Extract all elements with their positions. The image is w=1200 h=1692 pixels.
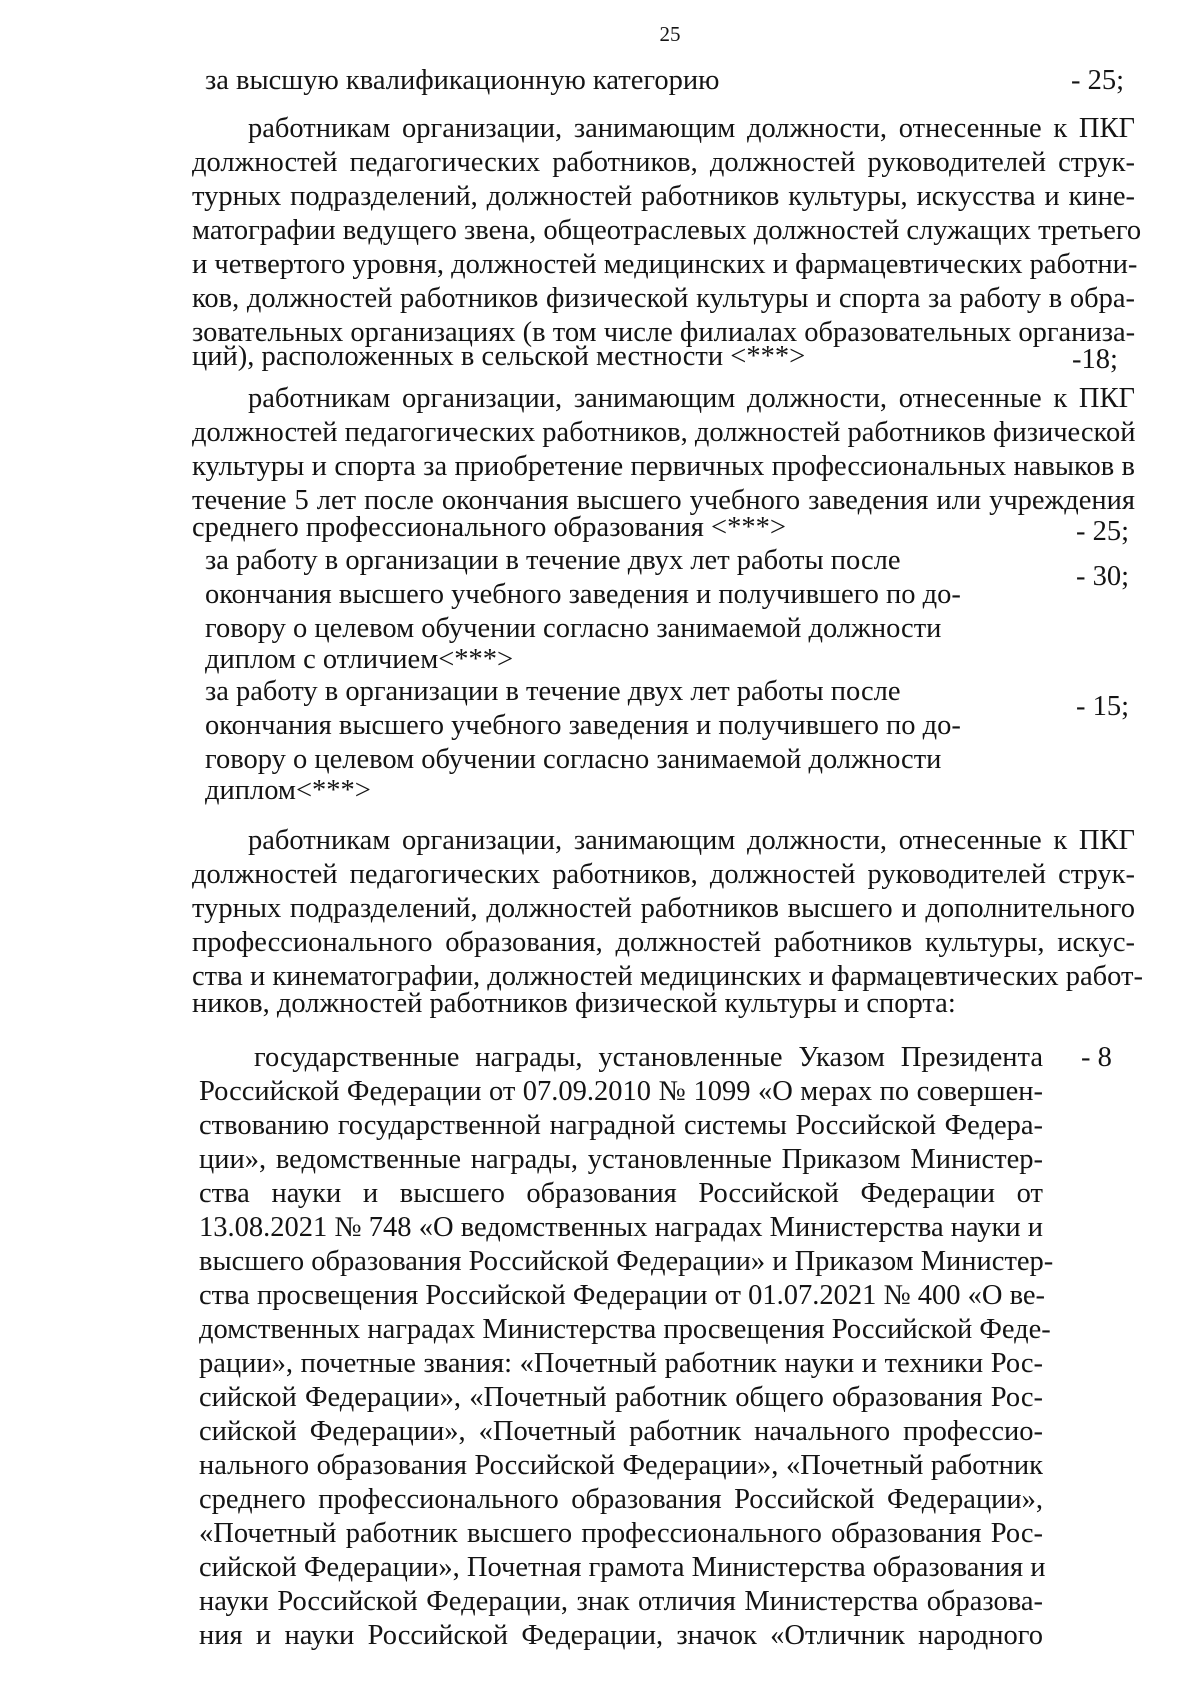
- block6-line: работникам организации, занимающим должности, отнесенные к ПКГ: [248, 825, 1135, 856]
- block2-line: ков, должностей работников физической культуры и спорта за работу в обра-: [192, 283, 1135, 314]
- block3-line: культуры и спорта за приобретение первичных профессиональных навыков в: [192, 451, 1135, 482]
- block2-line: и четвертого уровня, должностей медицинских и фармацевтических работни-: [192, 249, 1138, 280]
- block2-line: работникам организации, занимающим должности, отнесенные к ПКГ: [248, 113, 1135, 144]
- block6-line: должностей педагогических работников, должностей руководителей струк-: [192, 859, 1135, 890]
- block7-line: сийской Федерации», «Почетный работник общего образования Рос-: [199, 1382, 1043, 1413]
- block7-line: 13.08.2021 № 748 «О ведомственных наградах Министерства науки и: [199, 1212, 1043, 1243]
- block3-line: среднего профессионального образования <***>: [192, 512, 786, 543]
- block4-value: - 30;: [1076, 561, 1130, 592]
- block4-line: диплом с отличием<***>: [205, 644, 514, 675]
- block6-line: ства и кинематографии, должностей медицинских и фармацевтических работ-: [192, 961, 1143, 992]
- block1-value: - 25;: [1071, 65, 1125, 96]
- block6-line: турных подразделений, должностей работников высшего и дополнительного: [192, 893, 1135, 924]
- block7-line: рации», почетные звания: «Почетный работник науки и техники Рос-: [199, 1348, 1043, 1379]
- block3-line: течение 5 лет после окончания высшего учебного заведения или учреждения: [192, 485, 1135, 516]
- block7-line: «Почетный работник высшего профессионального образования Рос-: [199, 1518, 1043, 1549]
- block1-text: за высшую квалификационную категорию: [205, 65, 720, 96]
- block5-line: диплом<***>: [205, 775, 371, 806]
- block2-line: должностей педагогических работников, должностей руководителей струк-: [192, 147, 1135, 178]
- block6-line: ников, должностей работников физической культуры и спорта:: [192, 988, 956, 1019]
- block6-line: профессионального образования, должностей работников культуры, искус-: [192, 927, 1135, 958]
- block2-line: турных подразделений, должностей работников культуры, искусства и кине-: [192, 181, 1135, 212]
- block7-line: среднего профессионального образования Российской Федерации»,: [199, 1484, 1043, 1515]
- block4-line: окончания высшего учебного заведения и получившего по до-: [205, 579, 961, 610]
- block5-line: говору о целевом обучении согласно занимаемой должности: [205, 744, 942, 775]
- block5-line: окончания высшего учебного заведения и получившего по до-: [205, 710, 961, 741]
- block7-line: ции», ведомственные награды, установленные Приказом Министер-: [199, 1144, 1043, 1175]
- block7-line: ства просвещения Российской Федерации от 01.07.2021 № 400 «О ве-: [199, 1280, 1046, 1311]
- block7-value: - 8: [1081, 1042, 1112, 1073]
- block2-line: матографии ведущего звена, общеотраслевых должностей служащих третьего: [192, 215, 1142, 246]
- block7-line: Российской Федерации от 07.09.2010 № 1099 «О мерах по совершен-: [199, 1076, 1043, 1107]
- block4-line: говору о целевом обучении согласно занимаемой должности: [205, 613, 942, 644]
- block2-line: ций), расположенных в сельской местности <***>: [192, 341, 806, 372]
- block3-line: работникам организации, занимающим должности, отнесенные к ПКГ: [248, 383, 1135, 414]
- block7-line: ства науки и высшего образования Российской Федерации от: [199, 1178, 1043, 1209]
- block5-value: - 15;: [1076, 691, 1130, 722]
- block7-line: высшего образования Российской Федерации» и Приказом Министер-: [199, 1246, 1054, 1277]
- block7-line: нального образования Российской Федерации», «Почетный работник: [199, 1450, 1043, 1481]
- block3-value: - 25;: [1076, 516, 1130, 547]
- page-number: 25: [659, 22, 681, 46]
- block7-line: науки Российской Федерации, знак отличия Министерства образова-: [199, 1586, 1043, 1617]
- block7-line: государственные награды, установленные Указом Президента: [254, 1042, 1043, 1073]
- block2-value: -18;: [1072, 344, 1118, 375]
- block7-line: сийской Федерации», Почетная грамота Министерства образования и: [199, 1552, 1046, 1583]
- block2-line: зовательных организациях (в том числе филиалах образовательных организа-: [192, 317, 1136, 348]
- block7-line: ния и науки Российской Федерации, значок «Отличник народного: [199, 1620, 1043, 1651]
- block3-line: должностей педагогических работников, должностей работников физической: [192, 417, 1136, 448]
- block7-line: домственных наградах Министерства просвещения Российской Феде-: [199, 1314, 1051, 1345]
- block5-line: за работу в организации в течение двух лет работы после: [205, 676, 901, 707]
- block4-line: за работу в организации в течение двух лет работы после: [205, 545, 901, 576]
- block7-line: сийской Федерации», «Почетный работник начального профессио-: [199, 1416, 1043, 1447]
- block7-line: ствованию государственной наградной системы Российской Федера-: [199, 1110, 1043, 1141]
